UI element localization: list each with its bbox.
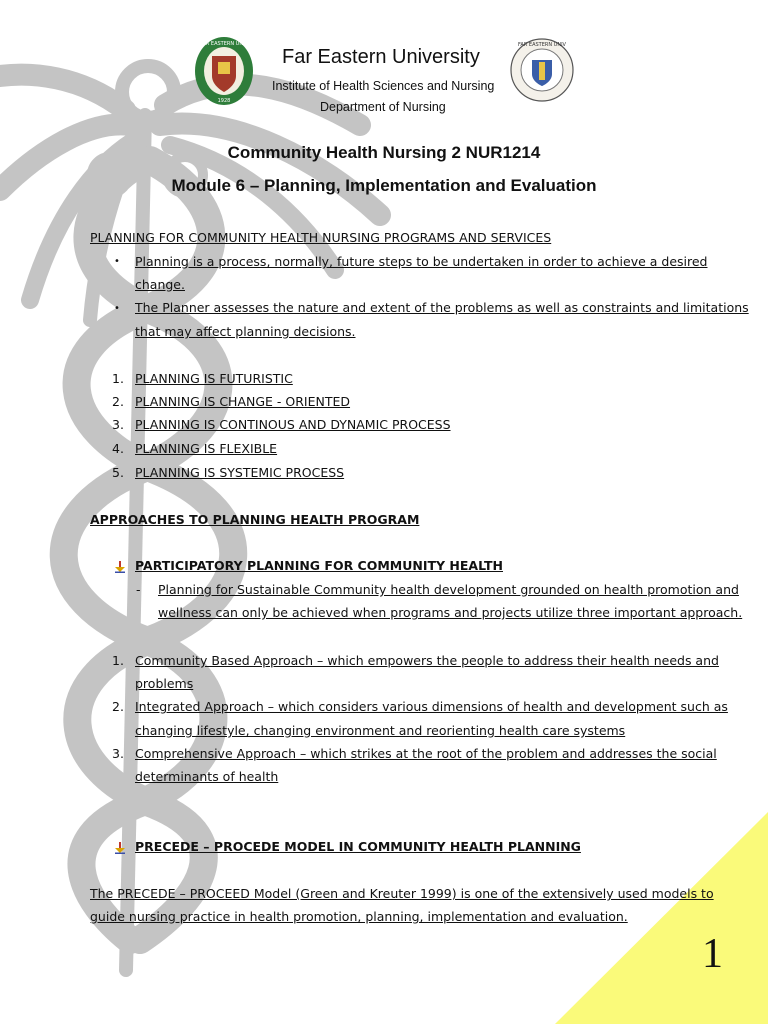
- svg-text:1928: 1928: [217, 98, 231, 104]
- planning-heading: PLANNING FOR COMMUNITY HEALTH NURSING PROGRAMS AND SERVICES: [90, 230, 552, 245]
- approach-3-line-1: Comprehensive Approach – which strikes at the root of the problem and addresses the social: [135, 746, 717, 761]
- planning-item-3: PLANNING IS CONTINOUS AND DYNAMIC PROCESS: [135, 417, 451, 432]
- planning-item-2: PLANNING IS CHANGE - ORIENTED: [135, 394, 351, 409]
- list-number: 2.: [112, 699, 124, 714]
- approach-1-line-2: problems: [135, 676, 194, 691]
- list-number: 1.: [112, 653, 124, 668]
- svg-text:FAR EASTERN UNIV: FAR EASTERN UNIV: [518, 42, 566, 48]
- precede-paragraph-line-1: The PRECEDE – PROCEED Model (Green and Kreuter 1999) is one of the extensively used models to: [90, 886, 714, 901]
- precede-paragraph-line-2: guide nursing practice in health promotion, planning, implementation and evaluation.: [90, 909, 628, 924]
- nursing-seal-right: [510, 38, 574, 102]
- bullet-dot: •: [114, 303, 120, 314]
- feu-seal-left: [194, 36, 254, 106]
- bullet-dot: •: [114, 256, 120, 267]
- down-arrow-bullet-icon: [114, 561, 126, 573]
- list-number: 2.: [112, 394, 124, 409]
- planning-bullet-2-line-2: that may affect planning decisions.: [135, 324, 356, 339]
- list-number: 4.: [112, 441, 124, 456]
- planning-item-4: PLANNING IS FLEXIBLE: [135, 441, 278, 456]
- participatory-text-line-2: wellness can only be achieved when programs and projects utilize three important approach.: [158, 605, 743, 620]
- approaches-heading: APPROACHES TO PLANNING HEALTH PROGRAM: [90, 512, 420, 527]
- list-number: 3.: [112, 417, 124, 432]
- participatory-text-line-1: Planning for Sustainable Community health development grounded on health promotion and: [158, 582, 739, 597]
- approach-1-line-1: Community Based Approach – which empowers the people to address their health needs and: [135, 653, 719, 668]
- page-number: 1: [702, 931, 723, 977]
- approach-2-line-2: changing lifestyle, changing environment and reorienting health care systems: [135, 723, 626, 738]
- dash-marker: -: [136, 582, 141, 597]
- module-title: Module 6 – Planning, Implementation and Evaluation: [171, 176, 597, 195]
- list-number: 5.: [112, 465, 124, 480]
- list-number: 3.: [112, 746, 124, 761]
- participatory-heading: PARTICIPATORY PLANNING FOR COMMUNITY HEALTH: [135, 558, 503, 573]
- list-number: 1.: [112, 371, 124, 386]
- institute-name: Institute of Health Sciences and Nursing: [272, 79, 495, 93]
- department-name: Department of Nursing: [320, 100, 446, 114]
- planning-bullet-1-line-2: change.: [135, 277, 185, 292]
- course-title: Community Health Nursing 2 NUR1214: [227, 143, 541, 162]
- approach-2-line-1: Integrated Approach – which considers various dimensions of health and development such as: [135, 699, 728, 714]
- down-arrow-bullet-icon: [114, 842, 126, 854]
- planning-bullet-1-line-1: Planning is a process, normally, future steps to be undertaken in order to achieve a desired: [135, 254, 708, 269]
- planning-item-1: PLANNING IS FUTURISTIC: [135, 371, 293, 386]
- precede-heading: PRECEDE – PROCEDE MODEL IN COMMUNITY HEALTH PLANNING: [135, 839, 581, 854]
- svg-text:FAR EASTERN UNIV: FAR EASTERN UNIV: [200, 41, 248, 47]
- planning-item-5: PLANNING IS SYSTEMIC PROCESS: [135, 465, 345, 480]
- school-name: Far Eastern University: [282, 46, 480, 68]
- approach-3-line-2: determinants of health: [135, 769, 279, 784]
- planning-bullet-2-line-1: The Planner assesses the nature and extent of the problems as well as constraints and limitations: [135, 300, 749, 315]
